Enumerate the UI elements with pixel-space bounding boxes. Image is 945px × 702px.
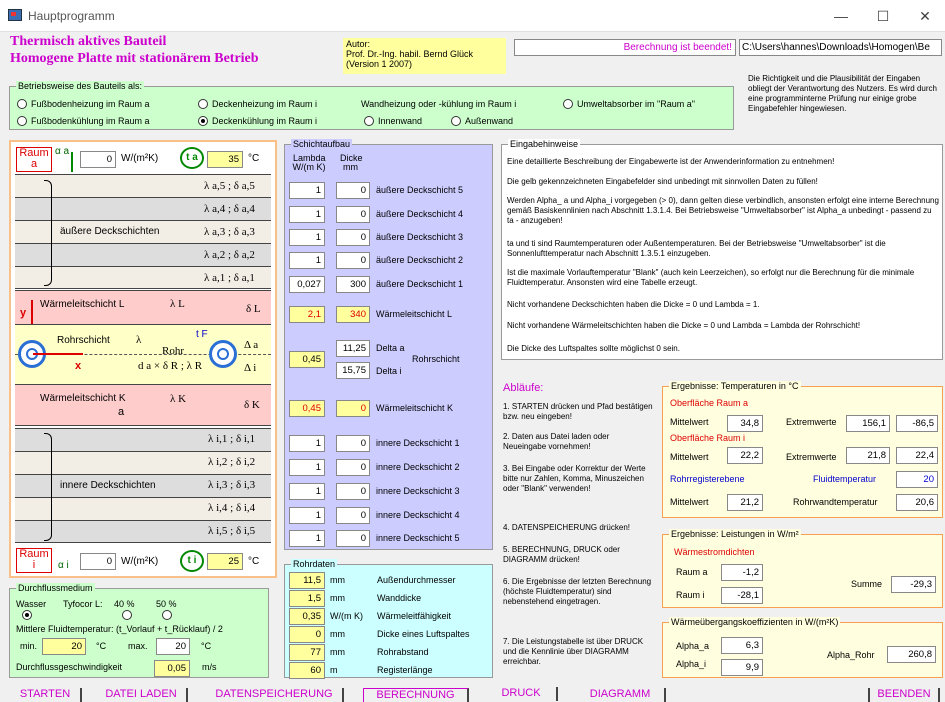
r-mittel-value: 21,2: [727, 494, 763, 511]
delta-a-label: Δ a: [244, 339, 259, 351]
durchfluss-title: Durchflussmedium: [18, 583, 93, 593]
a-extrem-label: Extremwerte: [786, 417, 837, 427]
rohr-input-3[interactable]: 0,35: [289, 608, 325, 625]
dicke-input-11[interactable]: 0: [336, 483, 370, 500]
ta-unit: °C: [248, 153, 260, 164]
version: (Version 1 2007): [346, 59, 413, 69]
rohr-dims: d a × δ R ; λ R: [138, 360, 203, 372]
start-button[interactable]: STARTEN: [10, 688, 82, 702]
mft-label: Mittlere Fluidtemperatur: (t_Vorlauf + t_Rücklauf) / 2: [16, 624, 223, 634]
ai-label: Alpha_i: [676, 659, 707, 669]
wl-K-label: Wärmeleitschicht K: [40, 393, 126, 404]
raum-a-label: Raum a: [16, 147, 52, 172]
rohr-name-4: Dicke eines Luftspaltes: [377, 629, 470, 639]
lambda-input-8[interactable]: 0,45: [289, 400, 325, 417]
alpha-i-unit: W/(m²K): [121, 556, 159, 567]
tyfocor-label: Tyfocor L:: [63, 599, 103, 609]
rohr-name-6: Registerlänge: [377, 665, 433, 675]
pipe-right-icon: [209, 340, 237, 368]
fluid-label: Fluidtemperatur: [813, 474, 877, 484]
ablauf-step-3: 3. Bei Eingabe oder Korrektur der Werte bitte nur Zahlen, Komma, Minuszeichen oder "Blank" verwenden!: [503, 464, 646, 493]
betrieb-title: Betriebsweise des Bauteils als:: [18, 81, 143, 91]
rohr-label: Rohr: [162, 345, 184, 357]
rohrdaten-title: Rohrdaten: [293, 559, 336, 569]
lambda-input-3[interactable]: 1: [289, 229, 325, 246]
ablauf-step-1: 1. STARTEN drücken und Pfad bestätigen bzw. neu eingeben!: [503, 402, 653, 421]
label-umweltabsorber: Umweltabsorber im "Raum a": [577, 99, 695, 109]
lambda-i5: λ i,5 ; δ i,5: [208, 525, 256, 537]
radio-innenwand[interactable]: [364, 116, 374, 126]
dg-input[interactable]: 0,05: [154, 660, 190, 677]
dicke-input-8[interactable]: 0: [336, 400, 370, 417]
label-fussbodenheizung: Fußbodenheizung im Raum a: [31, 99, 150, 109]
lambda-input-12[interactable]: 1: [289, 507, 325, 524]
rohr-name-3: Wärmeleitfähigkeit: [377, 611, 452, 621]
hinweis-2: Die gelb gekennzeichneten Eingabefelder sind unbedingt mit sinnvollen Daten zu füllen!: [507, 177, 818, 186]
radio-tyfocor-50[interactable]: [162, 610, 172, 620]
y-axis-label: y: [20, 307, 27, 319]
lambda-input-4[interactable]: 1: [289, 252, 325, 269]
lambda-rohr: λ: [136, 334, 142, 346]
ta-label: t a: [180, 147, 204, 169]
i-mittel-value: 22,2: [727, 447, 763, 464]
lambda-K: λ K: [170, 393, 187, 405]
max-unit: °C: [201, 641, 212, 651]
alpha-a-arrow: [71, 152, 73, 172]
path-input[interactable]: C:\Users\hannes\Downloads\Homogen\Be: [739, 39, 942, 56]
rohr-unit-3: W/(m K): [330, 611, 363, 621]
lambda-a5: λ a,5 ; δ a,5: [204, 180, 255, 192]
delta-i-text: Delta i: [376, 366, 402, 376]
rohr-input-4[interactable]: 0: [289, 626, 325, 643]
radio-deckenheizung[interactable]: [198, 99, 208, 109]
label-deckenkuehlung: Deckenkühlung im Raum i: [212, 116, 318, 126]
rohr-input-2[interactable]: 1,5: [289, 590, 325, 607]
layer-name-11: innere Deckschicht 3: [376, 486, 460, 496]
rohr-name-2: Wanddicke: [377, 593, 422, 603]
lambda-input-10[interactable]: 1: [289, 459, 325, 476]
print-button[interactable]: DRUCK: [486, 687, 558, 701]
rwt-value: 20,6: [896, 494, 938, 511]
dicke-input-4[interactable]: 0: [336, 252, 370, 269]
min-unit: °C: [96, 641, 107, 651]
rohr-name-5: Rohrabstand: [377, 647, 429, 657]
load-file-button[interactable]: DATEI LADEN: [96, 688, 188, 702]
dicke-input-3[interactable]: 0: [336, 229, 370, 246]
label-deckenheizung: Deckenheizung im Raum i: [212, 99, 318, 109]
ablauf-step-6: 6. Die Ergebnisse der letzten Berechnung (höchste Fluidtemperatur) sind nebenstehend eingetragen.: [503, 577, 652, 606]
radio-umweltabsorber[interactable]: [563, 99, 573, 109]
a-extrem-2: -86,5: [896, 415, 938, 432]
window-title: Hauptprogramm: [28, 9, 115, 23]
title-line-2: Homogene Platte mit stationärem Betrieb: [10, 51, 259, 66]
lambda-i3: λ i,3 ; δ i,3: [208, 479, 256, 491]
author-box: [343, 38, 506, 74]
alpha-a-input[interactable]: 0: [80, 151, 116, 168]
delta-K: δ K: [244, 399, 260, 411]
hinweise-title: Eingabehinweise: [510, 139, 579, 149]
rwt-label: Rohrwandtemperatur: [793, 497, 878, 507]
rohr-unit-1: mm: [330, 575, 345, 585]
erg-temp-title: Ergebnisse: Temperaturen in °C: [671, 381, 799, 391]
alpha-a-unit: W/(m²K): [121, 153, 159, 164]
ablauf-step-4: 4. DATENSPEICHERUNG drücken!: [503, 523, 630, 532]
layer-K: [15, 384, 271, 426]
lambda-input-1[interactable]: 1: [289, 182, 325, 199]
app-icon: [8, 9, 22, 21]
layer-name-8: Wärmeleitschicht K: [376, 403, 454, 413]
i-extrem-2: 22,4: [896, 447, 938, 464]
a-mittel-value: 34,8: [727, 415, 763, 432]
label-wandheizung: Wandheizung oder -kühlung im Raum i: [361, 99, 517, 109]
author-label: Autor:: [346, 39, 371, 49]
hinweis-4: ta und ti sind Raumtemperaturen oder Außentemperaturen. Bei der Betriebsweise "Umweltabsorber" ist die Sonnenlufttemperatur nach Abschnitt 1.3.5.1 einzugeben.: [507, 239, 886, 258]
dicke-input-13[interactable]: 0: [336, 530, 370, 547]
layer-name-9: innere Deckschicht 1: [376, 438, 460, 448]
lambda-a4: λ a,4 ; δ a,4: [204, 203, 255, 215]
dicke-input-6[interactable]: 340: [336, 306, 370, 323]
rohr-unit-4: mm: [330, 629, 345, 639]
delta-L: δ L: [246, 303, 261, 315]
outer-brace: [44, 180, 52, 286]
ta-input[interactable]: 35: [207, 151, 243, 168]
dg-unit: m/s: [202, 662, 217, 672]
calculation-button[interactable]: BERECHNUNG: [363, 688, 469, 702]
rr-label: Rohrregisterebene: [670, 474, 745, 484]
a-mittel-label: Mittelwert: [670, 417, 709, 427]
hinweis-3: Werden Alpha_ a und Alpha_i vorgegeben (> 0), dann gelten diese verbindlich, ansonsten erfolgt eine interne Berechnung gemäß Basiskennlinien nach Abschnitt 1.3.1.4. Bei Betriebsweise "Umweltabsorber" ist Alpha_a unbedingt - passend zu ta - anzugeben!: [507, 196, 939, 225]
wasser-label: Wasser: [16, 599, 47, 609]
layer-name-6: Wärmeleitschicht L: [376, 309, 453, 319]
label-fussbodenkuehlung: Fußbodenkühlung im Raum a: [31, 116, 150, 126]
aa-label: Alpha_a: [676, 641, 710, 651]
delta-i-input[interactable]: 15,75: [336, 362, 370, 379]
schicht-title: Schichtaufbau: [293, 139, 351, 149]
delta-a-input[interactable]: 11,25: [336, 340, 370, 357]
layer-name-7: Rohrschicht: [412, 354, 460, 364]
fluid-value: 20: [896, 471, 938, 488]
ar-label: Alpha_Rohr: [827, 650, 875, 660]
status-field: Berechnung ist beendet!: [514, 39, 736, 56]
layer-name-1: äußere Deckschicht 5: [376, 185, 464, 195]
rohr-unit-5: mm: [330, 647, 345, 657]
dg-label: Durchflussgeschwindigkeit: [16, 662, 123, 672]
layer-name-10: innere Deckschicht 2: [376, 462, 460, 472]
lambda-input-13[interactable]: 1: [289, 530, 325, 547]
dicke-input-9[interactable]: 0: [336, 435, 370, 452]
inner-brace: [44, 433, 52, 541]
rohr-input-6[interactable]: 60: [289, 662, 325, 679]
radio-fussbodenheizung[interactable]: [17, 99, 27, 109]
ri-label: Raum i: [676, 590, 705, 600]
oi-label: Oberfläche Raum i: [670, 433, 746, 443]
r-mittel-label: Mittelwert: [670, 497, 709, 507]
dicke-input-12[interactable]: 0: [336, 507, 370, 524]
lambda-L: λ L: [170, 298, 185, 310]
p50-label: 50 %: [156, 599, 177, 609]
ablauf-step-7: 7. Die Leistungstabelle ist über DRUCK und die Kennlinie über DIAGRAMM erreichbar.: [503, 637, 644, 666]
label-innenwand: Innenwand: [378, 116, 423, 126]
ti-input[interactable]: 25: [207, 553, 243, 570]
col-dicke-unit: mm: [343, 162, 358, 172]
alpha-i-input[interactable]: 0: [80, 553, 116, 570]
lambda-i4: λ i,4 ; δ i,4: [208, 502, 256, 514]
erg-leist-title: Ergebnisse: Leistungen in W/m²: [671, 529, 799, 539]
radio-wasser[interactable]: [22, 610, 32, 620]
rohr-input-1[interactable]: 11,5: [289, 572, 325, 589]
rohr-name-1: Außendurchmesser: [377, 575, 456, 585]
hinweis-8: Die Dicke des Luftspaltes sollte möglichst 0 sein.: [507, 344, 680, 353]
lambda-i2: λ i,2 ; δ i,2: [208, 456, 256, 468]
lambda-a3: λ a,3 ; δ a,3: [204, 226, 255, 238]
lambda-input-6[interactable]: 2,1: [289, 306, 325, 323]
col-lambda: Lambda: [293, 153, 326, 163]
radio-tyfocor-40[interactable]: [122, 610, 132, 620]
col-lambda-unit: W/(m K): [292, 162, 326, 172]
lambda-a2: λ a,2 ; δ a,2: [204, 249, 255, 261]
ablauf-step-5: 5. BERECHNUNG, DRUCK oder DIAGRAMM drücken!: [503, 545, 620, 564]
a-extrem-1: 156,1: [846, 415, 890, 432]
layer-name-3: äußere Deckschicht 3: [376, 232, 464, 242]
a-label: a: [118, 406, 125, 418]
lambda-input-11[interactable]: 1: [289, 483, 325, 500]
x-axis-label: x: [75, 360, 82, 372]
layer-name-2: äußere Deckschicht 4: [376, 209, 464, 219]
delta-i-label: Δ i: [244, 362, 257, 374]
radio-aussenwand[interactable]: [451, 116, 461, 126]
summe-value: -29,3: [891, 576, 936, 593]
i-extrem-label: Extremwerte: [786, 452, 837, 462]
rohrschicht-label: Rohrschicht: [57, 335, 110, 346]
delta-a-text: Delta a: [376, 343, 405, 353]
ablauf-step-2: 2. Daten aus Datei laden oder Neueingabe vornehmen!: [503, 432, 610, 451]
close-button[interactable]: ✕: [919, 8, 931, 24]
lambda-input-7[interactable]: 0,45: [289, 351, 325, 368]
lambda-input-9[interactable]: 1: [289, 435, 325, 452]
layer-name-12: innere Deckschicht 4: [376, 510, 460, 520]
lambda-input-2[interactable]: 1: [289, 206, 325, 223]
min-input[interactable]: 20: [42, 638, 86, 655]
disclaimer: Die Richtigkeit und die Plausibilität der Eingaben obliegt der Verantwortung des Nutzers. Es wird durch eine programminterne Prüfung nur einige grobe Eingabefehler hingewiesen.: [748, 74, 937, 113]
diagram-button[interactable]: DIAGRAMM: [576, 688, 666, 702]
tF-label: t F: [196, 329, 208, 340]
rohr-input-5[interactable]: 77: [289, 644, 325, 661]
wsd-label: Wärmestromdichten: [674, 547, 755, 557]
raum-i-label: Raum i: [16, 548, 52, 573]
radio-fussbodenkuehlung[interactable]: [17, 116, 27, 126]
hinweis-6: Nicht vorhandene Deckschichten haben die Dicke = 0 und Lambda = 1.: [507, 300, 760, 309]
ar-value: 260,8: [887, 646, 936, 663]
ri-value: -28,1: [721, 587, 763, 604]
save-data-button[interactable]: DATENSPEICHERUNG: [206, 688, 344, 702]
oa-label: Oberfläche Raum a: [670, 398, 749, 408]
min-label: min.: [20, 641, 38, 651]
rohr-unit-6: m: [330, 665, 338, 675]
lambda-i1: λ i,1 ; δ i,1: [208, 433, 256, 445]
x-axis: [33, 353, 83, 355]
summe-label: Summe: [851, 579, 883, 589]
maximize-button[interactable]: ☐: [876, 8, 890, 24]
lambda-a1: λ a,1 ; δ a,1: [204, 272, 255, 284]
ai-value: 9,9: [721, 659, 763, 676]
p40-label: 40 %: [114, 599, 135, 609]
lambda-input-5[interactable]: 0,027: [289, 276, 325, 293]
inner-layers-label: innere Deckschichten: [60, 480, 156, 491]
author-name: Prof. Dr.-Ing. habil. Bernd Glück: [346, 49, 474, 59]
layer-name-13: innere Deckschicht 5: [376, 533, 460, 543]
hinweis-1: Eine detaillierte Beschreibung der Eingabewerte ist der Anwenderinformation zu entnehmen!: [507, 157, 835, 166]
i-mittel-label: Mittelwert: [670, 452, 709, 462]
radio-deckenkuehlung[interactable]: [198, 116, 208, 126]
ti-label: t i: [180, 550, 204, 572]
erg-alpha-title: Wärmeübergangskoeffizienten in W/(m²K): [671, 617, 839, 627]
max-input[interactable]: 20: [156, 638, 190, 655]
layer-name-4: äußere Deckschicht 2: [376, 255, 464, 265]
ra-label: Raum a: [676, 567, 708, 577]
dicke-input-2[interactable]: 0: [336, 206, 370, 223]
ra-value: -1,2: [721, 564, 763, 581]
minimize-button[interactable]: —: [834, 8, 848, 24]
alpha-a-symbol: α a: [55, 146, 70, 157]
max-label: max.: [128, 641, 148, 651]
aa-value: 6,3: [721, 637, 763, 654]
wl-L-label: Wärmeleitschicht L: [40, 299, 125, 310]
exit-button[interactable]: BEENDEN: [868, 688, 940, 702]
title-bar: [0, 0, 945, 32]
rohr-unit-2: mm: [330, 593, 345, 603]
outer-layers-label: äußere Deckschichten: [60, 226, 160, 237]
alpha-i-symbol: α i: [58, 560, 69, 571]
hinweis-7: Nicht vorhandene Wärmeleitschichten haben die Dicke = 0 und Lambda = Lambda der Rohrschicht!: [507, 321, 861, 330]
col-dicke: Dicke: [340, 153, 363, 163]
dicke-input-1[interactable]: 0: [336, 182, 370, 199]
i-extrem-1: 21,8: [846, 447, 890, 464]
dicke-input-5[interactable]: 300: [336, 276, 370, 293]
layer-name-5: äußere Deckschicht 1: [376, 279, 464, 289]
dicke-input-10[interactable]: 0: [336, 459, 370, 476]
label-aussenwand: Außenwand: [465, 116, 514, 126]
ablauf-title: Abläufe:: [503, 382, 544, 394]
hinweis-5: Ist die maximale Vorlauftemperatur "Blank" (auch kein Leerzeichen), so erfolgt nur die Berechnung für die minimale Fluidtemperatur. Ansonsten wird eine Tabelle erzeugt.: [507, 268, 915, 287]
ti-unit: °C: [248, 556, 260, 567]
title-line-1: Thermisch aktives Bauteil: [10, 34, 167, 49]
